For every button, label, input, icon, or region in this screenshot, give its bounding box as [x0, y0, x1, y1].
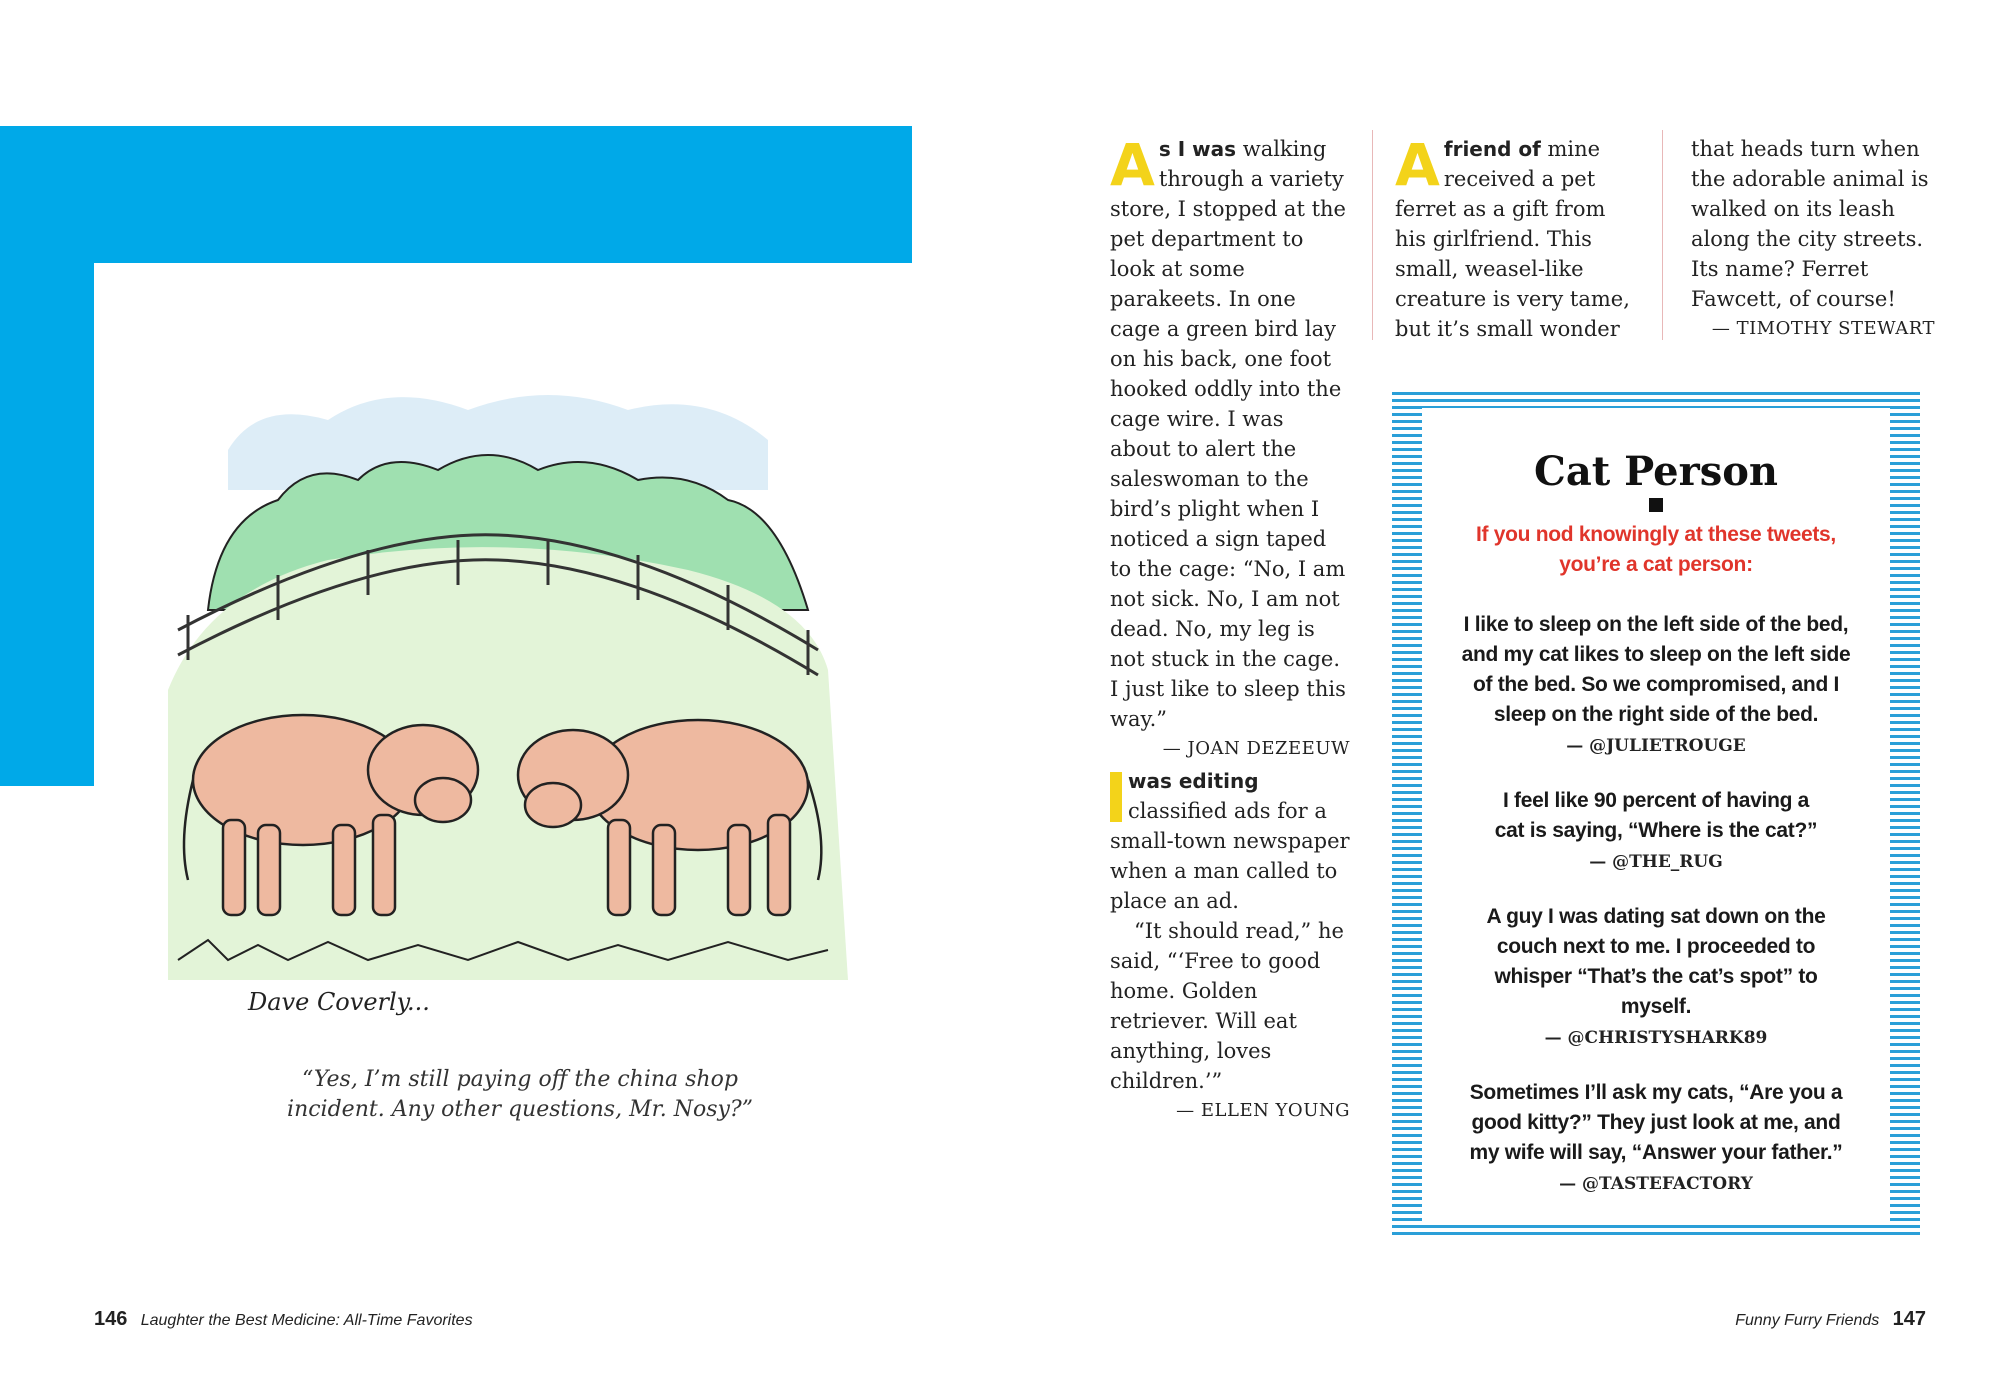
cartoonist-signature: Dave Coverly... — [248, 988, 430, 1016]
story-parakeet — [1110, 131, 1350, 764]
book-title: Laughter the Best Medicine: All-Time Favorites — [140, 1312, 473, 1329]
tweet-text: I feel like 90 percent of having a cat is saying, “Where is the cat?” — [1494, 789, 1818, 842]
tweet-text: A guy I was dating sat down on the couch next to me. I proceeded to whisper “That’s the cat’s spot” to myself. — [1486, 905, 1826, 1018]
story-attribution: — ELLEN YOUNG — [1176, 1100, 1350, 1121]
right-footer — [1735, 1308, 1926, 1331]
caption-line-1: “Yes, I’m still paying off the china shop — [302, 1067, 738, 1092]
title-square-ornament — [1649, 498, 1663, 512]
story-attribution: — TIMOTHY STEWART — [1711, 318, 1935, 339]
cat-person-sidebar — [1392, 392, 1920, 1238]
tweet-text: Sometimes I’ll ask my cats, “Are you a good kitty?” They just look at me, and my wife will say, “Answer your father.” — [1469, 1081, 1843, 1164]
story-body-2: “It should read,” he said, “‘Free to good home. Golden retriever. Will eat anything, loves children.’” — [1110, 919, 1344, 1093]
sidebar-title: Cat Person — [1534, 448, 1778, 495]
tweet-handle: — @JULIETROUGE — [1566, 736, 1746, 756]
story-body: mine received a pet ferret as a gift from his girlfriend. This small, weasel-like creature is very tame, but it’s small wonder that heads turn when the adorable animal is walked on its leash along the city streets. Its name? Ferret Fawcett, of course! — [1395, 137, 1929, 341]
sidebar-subtitle: If you nod knowingly at these tweets, you’re a cat person: — [1476, 523, 1836, 576]
section-title: Funny Furry Friends — [1735, 1312, 1880, 1329]
page-number: 146 — [94, 1308, 128, 1330]
dropcap-i — [1110, 772, 1122, 822]
column-rule — [1372, 130, 1373, 340]
story-body: walking through a variety store, I stopped at the pet department to look at some parakeets. In one cage a green bird lay on his back, one foot hooked oddly into the cage wire. I was about to alert the saleswoman to the bird’s plight when I noticed a sign taped to the cage: “No, I am not sick. No, I am not dead. No, my leg is not stuck in the cage. I just like to sleep this way.” — [1110, 137, 1346, 731]
page-number: 147 — [1892, 1308, 1926, 1330]
dropcap-a: A — [1110, 131, 1155, 199]
caption-line-2: incident. Any other questions, Mr. Nosy?” — [287, 1097, 753, 1122]
tweet-text: I like to sleep on the left side of the bed, and my cat likes to sleep on the left side of the bed. So we compromised, and I sleep on the right side of the bed. — [1461, 613, 1851, 726]
story-lead: was editing — [1128, 769, 1259, 793]
cartoon-caption — [230, 1065, 810, 1125]
left-footer — [94, 1308, 473, 1331]
cartoon-illustration — [168, 360, 848, 1020]
story-body: classified ads for a small-town newspaper when a man called to place an ad. — [1110, 799, 1350, 913]
dropcap-a: A — [1395, 131, 1440, 199]
tweet-handle: — @CHRISTYSHARK89 — [1544, 1028, 1768, 1048]
tweet-handle: — @TASTEFACTORY — [1559, 1174, 1753, 1194]
story-attribution: — JOAN DEZEEUW — [1162, 738, 1350, 759]
sidebar-content — [1422, 408, 1890, 1222]
story-classified — [1110, 766, 1350, 1126]
tweet-handle: — @THE_RUG — [1589, 852, 1723, 872]
blue-frame-left — [0, 126, 94, 786]
story-lead: friend of — [1443, 137, 1541, 161]
story-lead: s I was — [1158, 137, 1237, 161]
story-ferret — [1395, 131, 1935, 344]
blue-frame-top — [0, 126, 912, 263]
